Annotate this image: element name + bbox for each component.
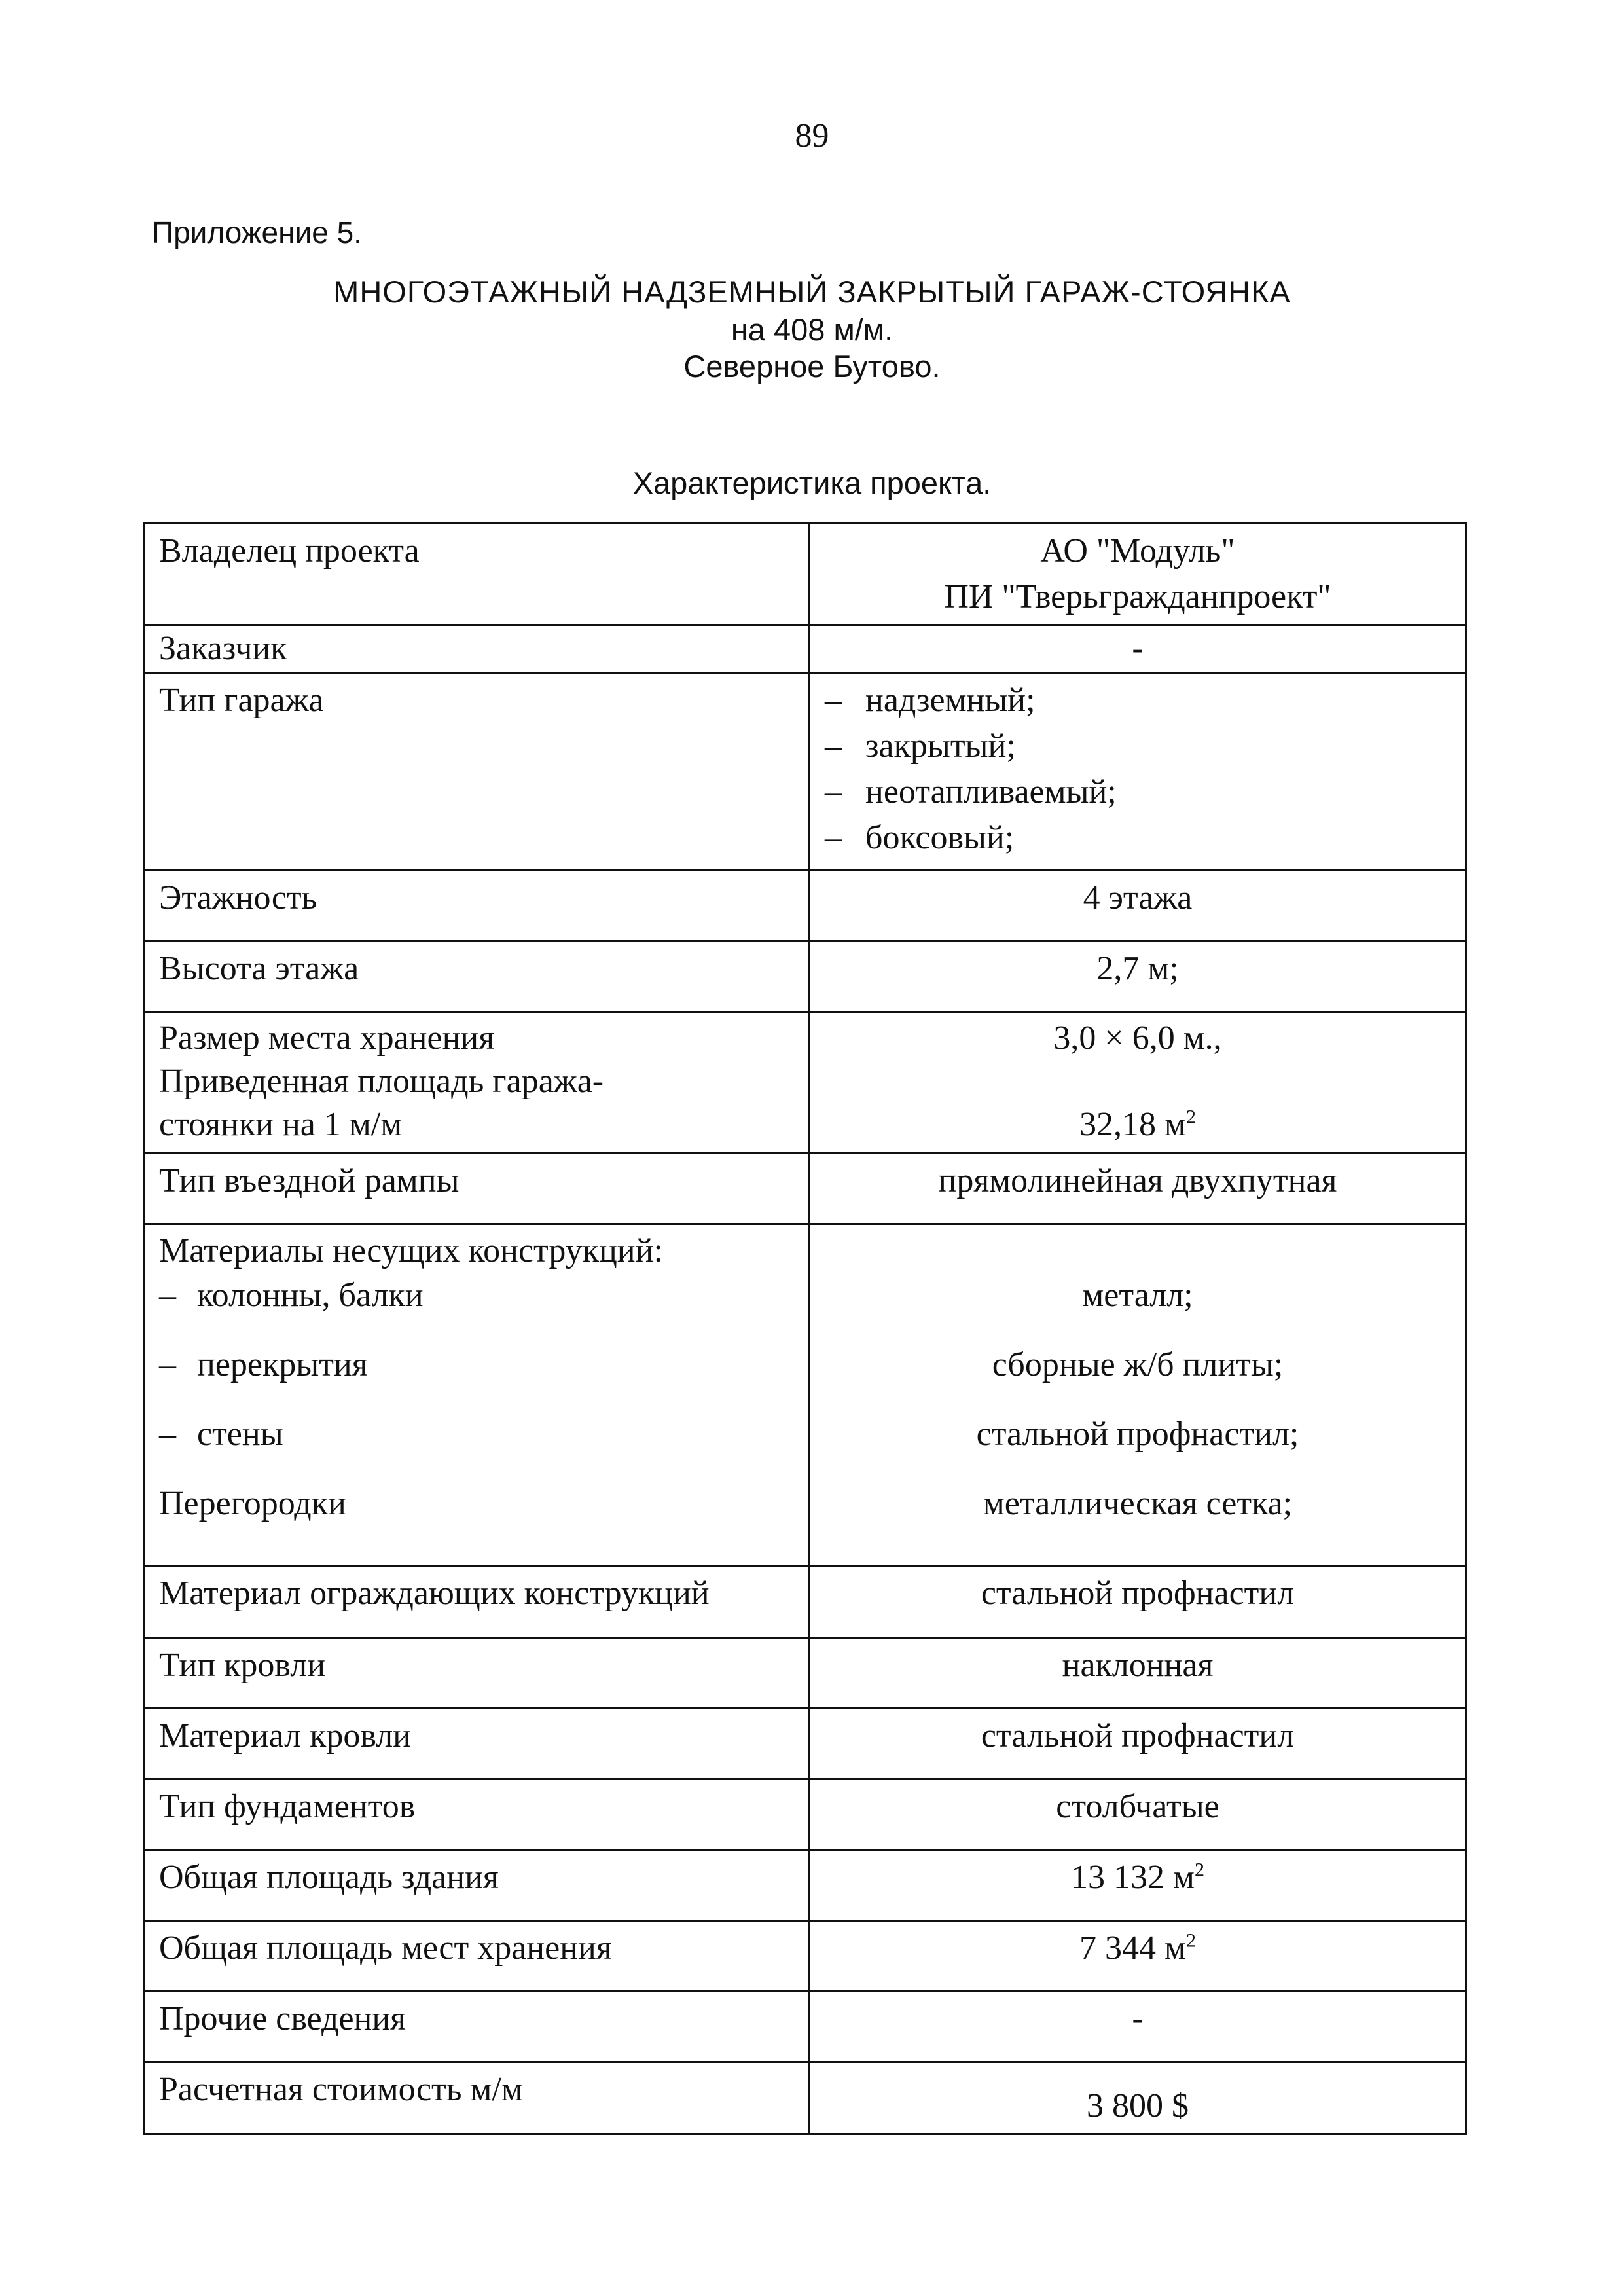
document-title: МНОГОЭТАЖНЫЙ НАДЗЕМНЫЙ ЗАКРЫТЫЙ ГАРАЖ-СТОЯНКА [333, 274, 1291, 309]
table-row [144, 1224, 1466, 1566]
row-value: - [810, 1992, 1466, 2062]
row-label: Материал кровли [144, 1709, 810, 1779]
row-label: Владелец проекта [144, 524, 810, 625]
row-value: 13 132 $м^2$ [810, 1850, 1466, 1921]
row-value: 4 этажа [810, 871, 1466, 941]
table-caption: Характеристика проекта. [632, 465, 992, 500]
row-value: прямолинейная двухпутная [810, 1154, 1466, 1224]
row-value: стальной профнастил [810, 1566, 1466, 1638]
table-row [144, 1992, 1466, 2062]
table-row [144, 1779, 1466, 1850]
table-row [144, 673, 1466, 871]
row-value-list [810, 673, 1466, 871]
row-label: Тип фундаментов [144, 1779, 810, 1850]
row-value: 3,0 × 6,0 м., 32,18 $м^2$ [810, 1012, 1466, 1154]
list-item: – закрытый; [825, 727, 1016, 765]
list-item: – неотапливаемый; [825, 773, 1117, 811]
document-subtitle-location: Северное Бутово. [683, 349, 941, 384]
row-label: Прочие сведения [144, 1992, 810, 2062]
table-row [144, 2062, 1466, 2134]
row-value: наклонная [810, 1638, 1466, 1709]
row-value: металл; сборные ж/б плиты; стальной профнастил; металлическая сетка; [810, 1224, 1466, 1566]
row-value: АО "Модуль" ПИ "Тверьгражданпроект" [810, 524, 1466, 625]
row-value: столбчатые [810, 1779, 1466, 1850]
row-value: 2,7 м; [810, 941, 1466, 1012]
row-label: Заказчик [144, 625, 810, 673]
row-value: 7 344 $м^2$ [810, 1921, 1466, 1992]
table-row [144, 1566, 1466, 1638]
list-item: – боксовый; [825, 819, 1015, 856]
row-label: Высота этажа [144, 941, 810, 1012]
row-label: Общая площадь мест хранения [144, 1921, 810, 1992]
project-characteristics-table [143, 522, 1467, 2135]
table-row [144, 871, 1466, 941]
document-subtitle-capacity: на 408 м/м. [731, 312, 893, 347]
row-label: Тип гаража [144, 673, 810, 871]
row-label: Этажность [144, 871, 810, 941]
row-label: Материал ограждающих конструкций [144, 1566, 810, 1638]
table-row [144, 1154, 1466, 1224]
page-number: 89 [795, 117, 829, 155]
table-row [144, 941, 1466, 1012]
list-item: – надземный; [825, 682, 1036, 719]
row-value: - [810, 625, 1466, 673]
table-row [144, 1921, 1466, 1992]
row-label: Материалы несущих конструкций: – колонны, балки – перекрытия – стены Перегородки [144, 1224, 810, 1566]
row-value: 3 800 $ [810, 2062, 1466, 2134]
table-row [144, 625, 1466, 673]
table-row [144, 1012, 1466, 1154]
appendix-label: Приложение 5. [152, 215, 362, 249]
row-value: стальной профнастил [810, 1709, 1466, 1779]
table-row [144, 524, 1466, 625]
table-row [144, 1709, 1466, 1779]
row-label: Тип въездной рампы [144, 1154, 810, 1224]
row-label: Размер места хранения Приведенная площадь гаража- стоянки на 1 м/м [144, 1012, 810, 1154]
row-label: Тип кровли [144, 1638, 810, 1709]
table-row [144, 1638, 1466, 1709]
row-label: Общая площадь здания [144, 1850, 810, 1921]
table-row [144, 1850, 1466, 1921]
row-label: Расчетная стоимость м/м [144, 2062, 810, 2134]
